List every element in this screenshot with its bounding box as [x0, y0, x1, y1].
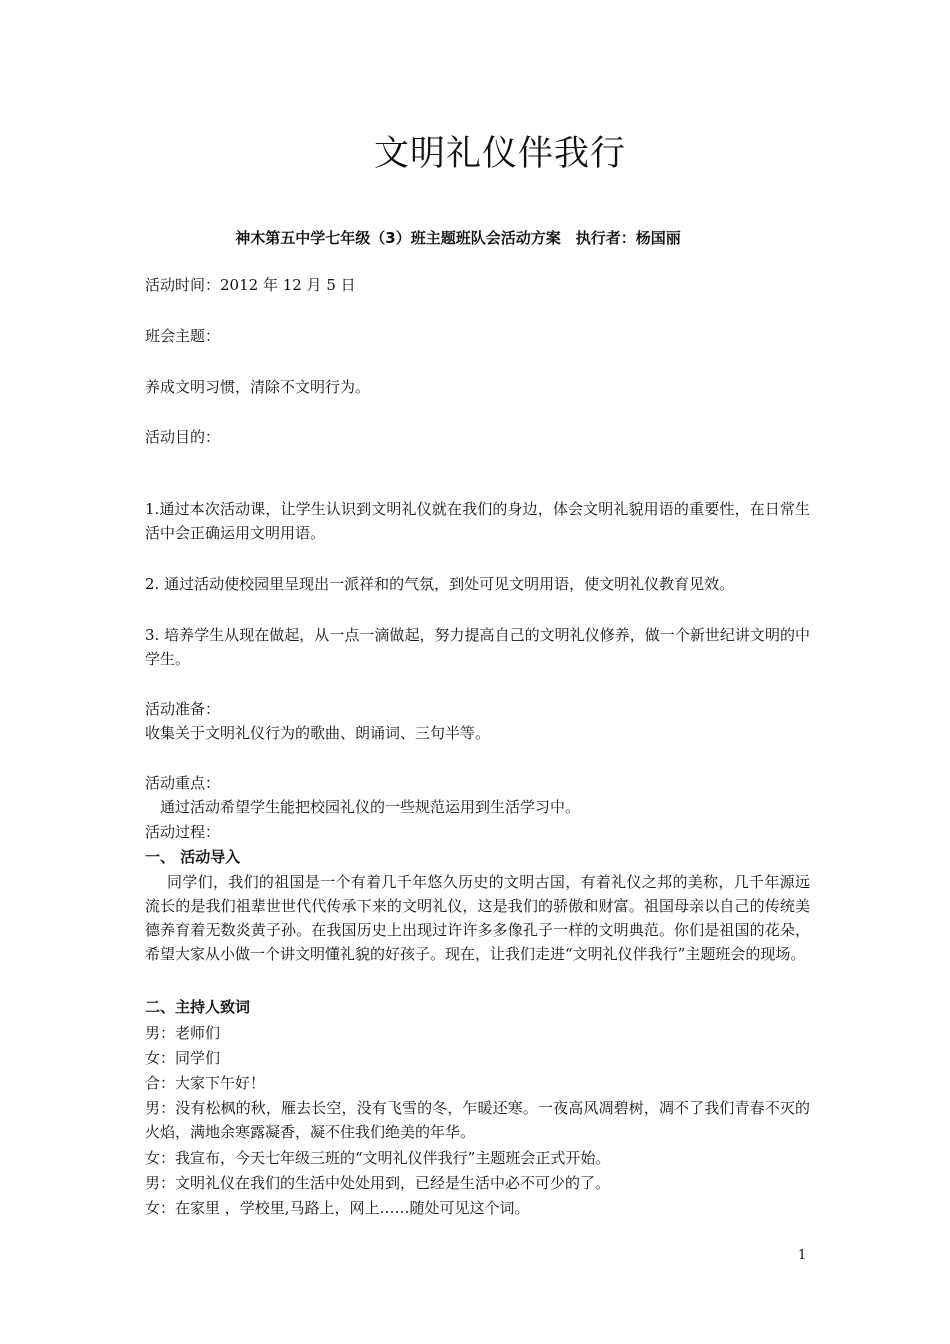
- activity-time: 活动时间：2012 年 12 月 5 日: [145, 276, 356, 294]
- dialog-line: 合：大家下午好！: [145, 1074, 266, 1092]
- dialog-line: 女：同学们: [145, 1049, 221, 1067]
- dialog-line: 男：文明礼仪在我们的生活中处处用到，已经是生活中必不可少的了。: [145, 1174, 611, 1192]
- theme-text: 养成文明习惯，清除不文明行为。: [145, 378, 371, 396]
- prep-label: 活动准备：: [145, 700, 221, 718]
- purpose-item-3: 3. 培养学生从现在做起，从一点一滴做起，努力提高自己的文明礼仪修养，做一个新世纪讲文明的中学生。: [145, 626, 810, 668]
- page-title: 文明礼仪伴我行: [373, 134, 626, 174]
- page-number: 1: [798, 1248, 807, 1263]
- dialog-line: 女：我宣布，今天七年级三班的“文明礼仪伴我行”主题班会正式开始。: [145, 1149, 611, 1167]
- subtitle: 神木第五中学七年级（3）班主题班队会活动方案 执行者：杨国丽: [235, 229, 681, 247]
- dialog-line: 男：没有松枫的秋，雁去长空，没有飞雪的冬，乍暖还寒。一夜高风凋碧树，凋不了我们青春不灭的火焰，满地余寒露凝香，凝不住我们绝美的年华。: [145, 1099, 810, 1141]
- section-heading-2: 二、主持人致词: [145, 998, 251, 1016]
- process-label: 活动过程：: [145, 823, 221, 841]
- focus-text: 通过活动希望学生能把校园礼仪的一些规范运用到生活学习中。: [160, 798, 581, 816]
- purpose-item-1: 1.通过本次活动课，让学生认识到文明礼仪就在我们的身边，体会文明礼貌用语的重要性，在日常生活中会正确运用文明用语。: [145, 500, 810, 542]
- intro-paragraph: 同学们，我们的祖国是一个有着几千年悠久历史的文明古国，有着礼仪之邦的美称，几千年源远流长的是我们祖辈世世代代传承下来的文明礼仪，这是我们的骄傲和财富。祖国母亲以自己的传统美德养育着无数炎黄子孙。在我国历史上出现过许许多多像孔子一样的文明典范。你们是祖国的花朵，希望大家从小做一个讲文明懂礼貌的好孩子。现在，让我们走进“文明礼仪伴我行”主题班会的现场。: [145, 873, 810, 963]
- section-heading-1: 一、 活动导入: [145, 848, 241, 866]
- purpose-label: 活动目的：: [145, 428, 221, 446]
- dialog-line: 女：在家里 ，学校里,马路上，网上……随处可见这个词。: [145, 1199, 530, 1217]
- prep-text: 收集关于文明礼仪行为的歌曲、朗诵词、三句半等。: [145, 724, 491, 742]
- purpose-item-2: 2. 通过活动使校园里呈现出一派祥和的气氛，到处可见文明用语，使文明礼仪教育见效。: [145, 575, 735, 593]
- dialog-line: 男：老师们: [145, 1024, 221, 1042]
- theme-label: 班会主题：: [145, 327, 221, 345]
- focus-label: 活动重点：: [145, 774, 221, 792]
